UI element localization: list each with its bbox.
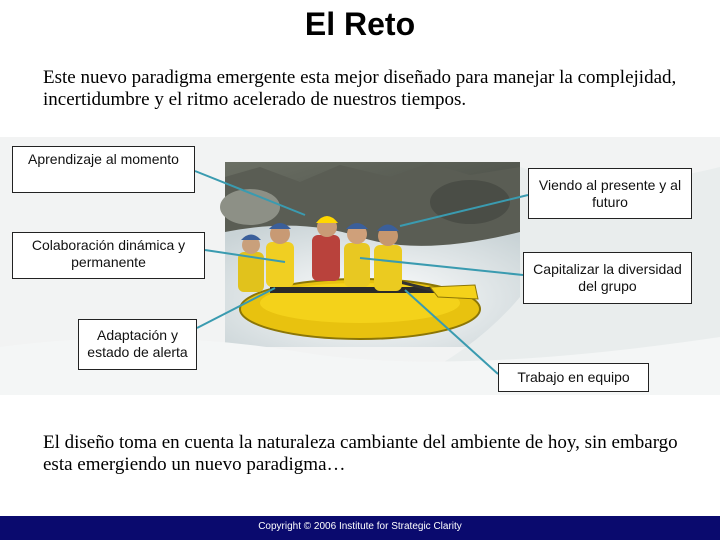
callout-trabajo: Trabajo en equipo	[498, 363, 649, 392]
connector-viendo	[400, 195, 528, 226]
callout-viendo: Viendo al presente y al futuro	[528, 168, 692, 219]
intro-paragraph: Este nuevo paradigma emergente esta mejor diseñado para manejar la complejidad, incertidumbre y el ritmo acelerado de nuestros tiempos.	[43, 67, 677, 110]
slide-title: El Reto	[304, 6, 416, 42]
connector-aprendizaje	[195, 171, 305, 215]
copyright-text: Copyright © 2006 Institute for Strategic Clarity	[258, 521, 462, 532]
callout-adaptacion: Adaptación y estado de alerta	[78, 319, 197, 370]
callout-aprendizaje: Aprendizaje al momento	[12, 146, 195, 193]
connector-colaboracion	[205, 250, 285, 262]
closing-paragraph: El diseño toma en cuenta la naturaleza cambiante del ambiente de hoy, sin embargo esta emergiendo un nuevo paradigma…	[43, 432, 678, 475]
callout-colaboracion: Colaboración dinámica y permanente	[12, 232, 205, 279]
connector-adaptacion	[197, 288, 275, 328]
connector-capitalizar	[360, 258, 523, 275]
callout-capitalizar: Capitalizar la diversidad del grupo	[523, 252, 692, 304]
footer-bar	[0, 516, 720, 540]
connector-trabajo	[405, 290, 498, 374]
